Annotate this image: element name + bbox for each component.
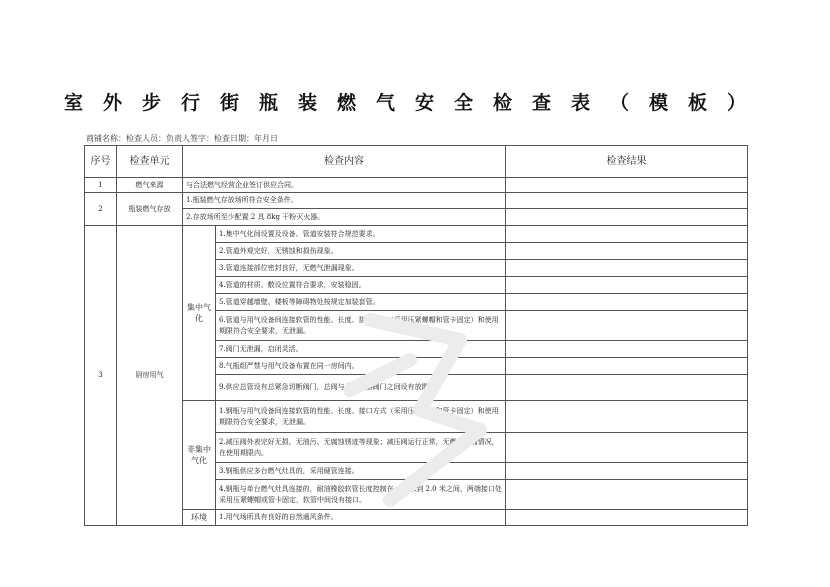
check-item: 9.供应总管设有总紧急切断阀门，总阀与各燃烧器阀门之间设有放散管。	[216, 375, 506, 401]
table-row	[85, 209, 748, 226]
row-seq: 3	[85, 226, 117, 526]
subunit-environment: 环境	[183, 510, 216, 526]
table-row	[85, 226, 748, 243]
result-cell[interactable]	[506, 294, 748, 311]
table-row	[85, 401, 748, 433]
check-item: 1.瓶装燃气存放场所符合安全条件。	[183, 193, 506, 209]
result-cell[interactable]	[506, 480, 748, 510]
check-item: 与合法燃气经营企业签订供应合同。	[183, 178, 506, 193]
row-seq: 1	[85, 178, 117, 193]
row-unit: 厨房用气	[117, 226, 183, 526]
result-cell[interactable]	[506, 193, 748, 209]
row-seq: 2	[85, 193, 117, 226]
result-cell[interactable]	[506, 401, 748, 433]
row-unit: 燃气来源	[117, 178, 183, 193]
row-unit: 瓶装燃气存放	[117, 193, 183, 226]
check-item: 2.减压阀外表完好无损，无油污、无腐蚀锈迹等现象；减压阀运行正常，无燃气泄漏情况，在使用期限内。	[216, 433, 506, 463]
result-cell[interactable]	[506, 277, 748, 294]
subunit-centralized: 集中气化	[183, 226, 216, 401]
check-item: 1.用气场所具有良好的自然通风条件。	[216, 510, 506, 526]
subunit-non-centralized: 非集中气化	[183, 401, 216, 510]
table-header-row	[85, 146, 748, 178]
header-unit: 检查单元	[117, 146, 183, 178]
result-cell[interactable]	[506, 243, 748, 260]
result-cell[interactable]	[506, 260, 748, 277]
result-cell[interactable]	[506, 510, 748, 526]
result-cell[interactable]	[506, 178, 748, 193]
check-item: 2.管道外观完好，无锈蚀和损伤现象。	[216, 243, 506, 260]
check-item: 4.管道的材质、敷设位置符合要求，安装稳固。	[216, 277, 506, 294]
check-item: 3.管道连接部位密封良好，无燃气泄漏现象。	[216, 260, 506, 277]
header-seq: 序号	[85, 146, 117, 178]
check-item: 2.存放场所至少配置 2 具 8kg 干粉灭火器。	[183, 209, 506, 226]
result-cell[interactable]	[506, 375, 748, 401]
result-cell[interactable]	[506, 463, 748, 480]
check-item: 3.钢瓶供应多台燃气灶具的，采用硬管连接。	[216, 463, 506, 480]
check-item: 8.气瓶组严禁与用气设备布置在同一房间内。	[216, 358, 506, 375]
check-item: 1.集中气化间设置及设备、管道安装符合规范要求。	[216, 226, 506, 243]
result-cell[interactable]	[506, 311, 748, 341]
result-cell[interactable]	[506, 209, 748, 226]
check-item: 7.阀门无泄漏，启闭灵活。	[216, 341, 506, 358]
result-cell[interactable]	[506, 433, 748, 463]
check-item: 1.钢瓶与用气设备间连接软管的性能、长度、接口方式（采用压紧螺帽和管卡固定）和使用期限符合安全要求，无泄漏。	[216, 401, 506, 433]
result-cell[interactable]	[506, 358, 748, 375]
check-item: 6.管道与用气设备间连接软管的性能、长度、接口方式（采用压紧螺帽和管卡固定）和使用期限符合安全要求，无泄漏。	[216, 311, 506, 341]
table-row	[85, 510, 748, 526]
result-cell[interactable]	[506, 341, 748, 358]
page-title: 室外步行街瓶装燃气安全检查表（模板）	[63, 92, 766, 114]
header-content: 检查内容	[183, 146, 506, 178]
header-result: 检查结果	[506, 146, 748, 178]
table-row	[85, 193, 748, 209]
inspection-table	[84, 145, 748, 526]
table-row	[85, 178, 748, 193]
check-item: 5.管道穿越墙壁、楼板等障碍物处按规定加装套管。	[216, 294, 506, 311]
check-item: 4.钢瓶与单台燃气灶具连接的，耐油橡胶软管长度控制在 1.2 米到 2.0 米之间，两端接口处采用压紧螺帽或管卡固定，软管中间没有接口。	[216, 480, 506, 510]
result-cell[interactable]	[506, 226, 748, 243]
form-meta-line: 商铺名称：检查人员：负责人签字：检查日期：年月日	[86, 134, 278, 143]
